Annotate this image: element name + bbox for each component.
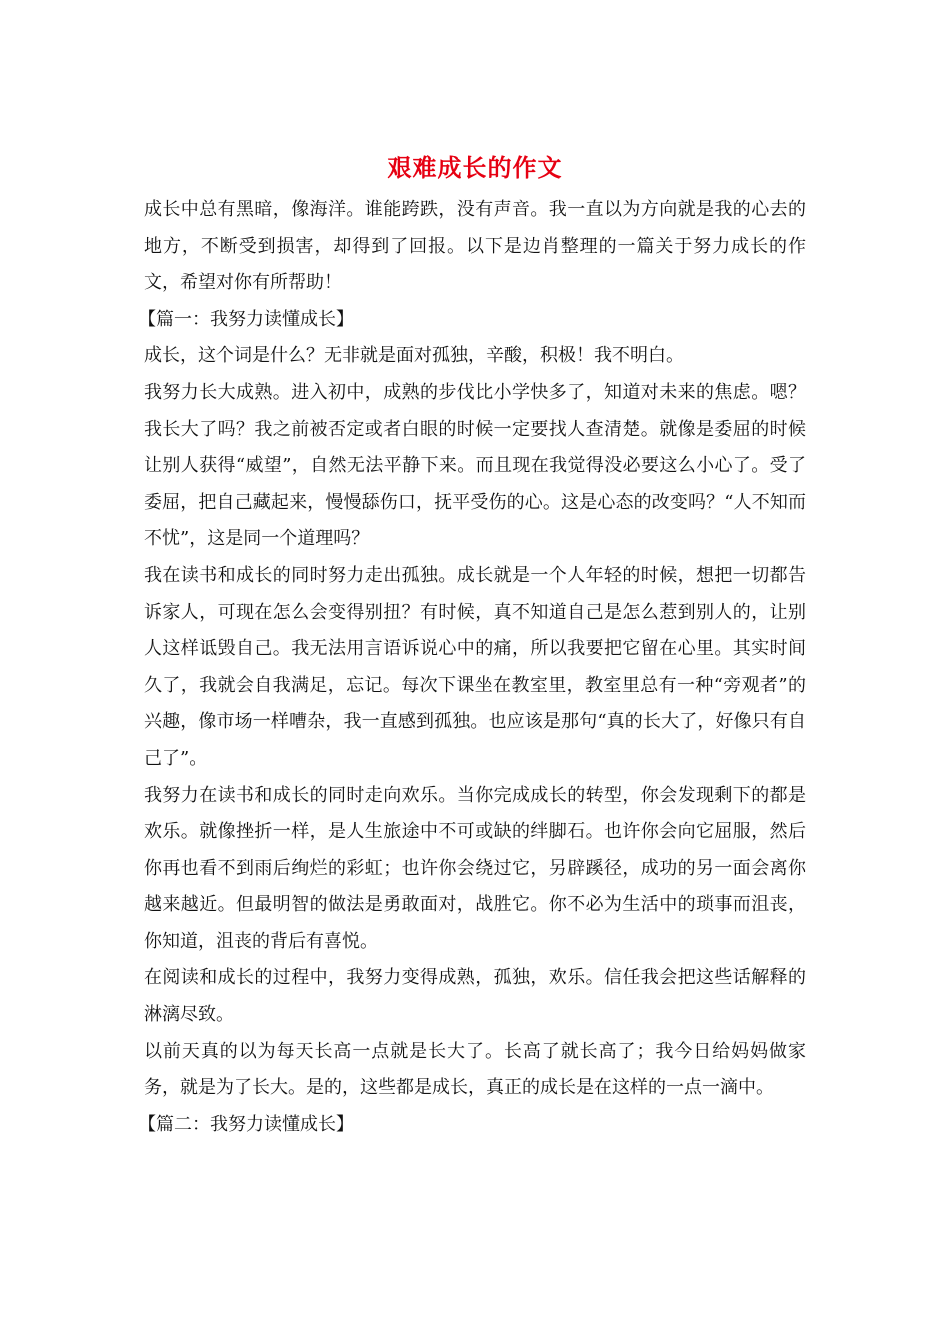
paragraph: 我努力在读书和成长的同时走向欢乐。当你完成成长的转型，你会发现剩下的都是欢乐。就像挫折一样，是人生旅途中不可或缺的绊脚石。也许你会向它屈服，然后你再也看不到雨后绚烂的彩虹；也许你会绕过它，另辟蹊径，成功的另一面会离你越来越近。但最明智的做法是勇敢面对，战胜它。你不必为生活中的琐事而沮丧，你知道，沮丧的背后有喜悦。 xyxy=(144,784,806,952)
section-heading-2: 【篇二：我努力读懂成长】 xyxy=(138,1113,354,1135)
paragraph: 我在读书和成长的同时努力走出孤独。成长就是一个人年轻的时候，想把一切都告诉家人，可现在怎么会变得别扭？有时候，真不知道自己是怎么惹到别人的，让别人这样诋毁自己。我无法用言语诉说心中的痛，所以我要把它留在心里。其实时间久了，我就会自我满足，忘记。每次下课坐在教室里，教室里总有一种“旁观者”的兴趣，像市场一样嘈杂，我一直感到孤独。也应该是那句“真的长大了，好像只有自己了”。 xyxy=(144,564,806,769)
paragraph: 在阅读和成长的过程中，我努力变得成熟，孤独，欢乐。信任我会把这些话解释的淋漓尽致。 xyxy=(144,967,806,1026)
paragraph: 以前天真的以为每天长高一点就是长大了。长高了就长高了；我今日给妈妈做家务，就是为了长大。是的，这些都是成长，真正的成长是在这样的一点一滴中。 xyxy=(144,1040,806,1099)
document-body xyxy=(138,192,806,1143)
paragraph: 成长，这个词是什么？无非就是面对孤独，辛酸，积极！我不明白。 xyxy=(144,345,684,367)
paragraph-intro: 成长中总有黑暗，像海洋。谁能跨跌，没有声音。我一直以为方向就是我的心去的地方，不断受到损害，却得到了回报。以下是边肖整理的一篇关于努力成长的作文，希望对你有所帮助！ xyxy=(144,199,806,294)
document-title: 艰难成长的作文 xyxy=(387,153,563,182)
section-heading-1: 【篇一：我努力读懂成长】 xyxy=(138,308,354,330)
paragraph: 我努力长大成熟。进入初中，成熟的步伐比小学快多了，知道对未来的焦虑。嗯？我长大了吗？我之前被否定或者白眼的时候一定要找人查清楚。就像是委屈的时候让别人获得“威望”，自然无法平静下来。而且现在我觉得没必要这么小心了。受了委屈，把自己藏起来，慢慢舔伤口，抚平受伤的心。这是心态的改变吗？“人不知而不忧”，这是同一个道理吗？ xyxy=(144,381,806,550)
